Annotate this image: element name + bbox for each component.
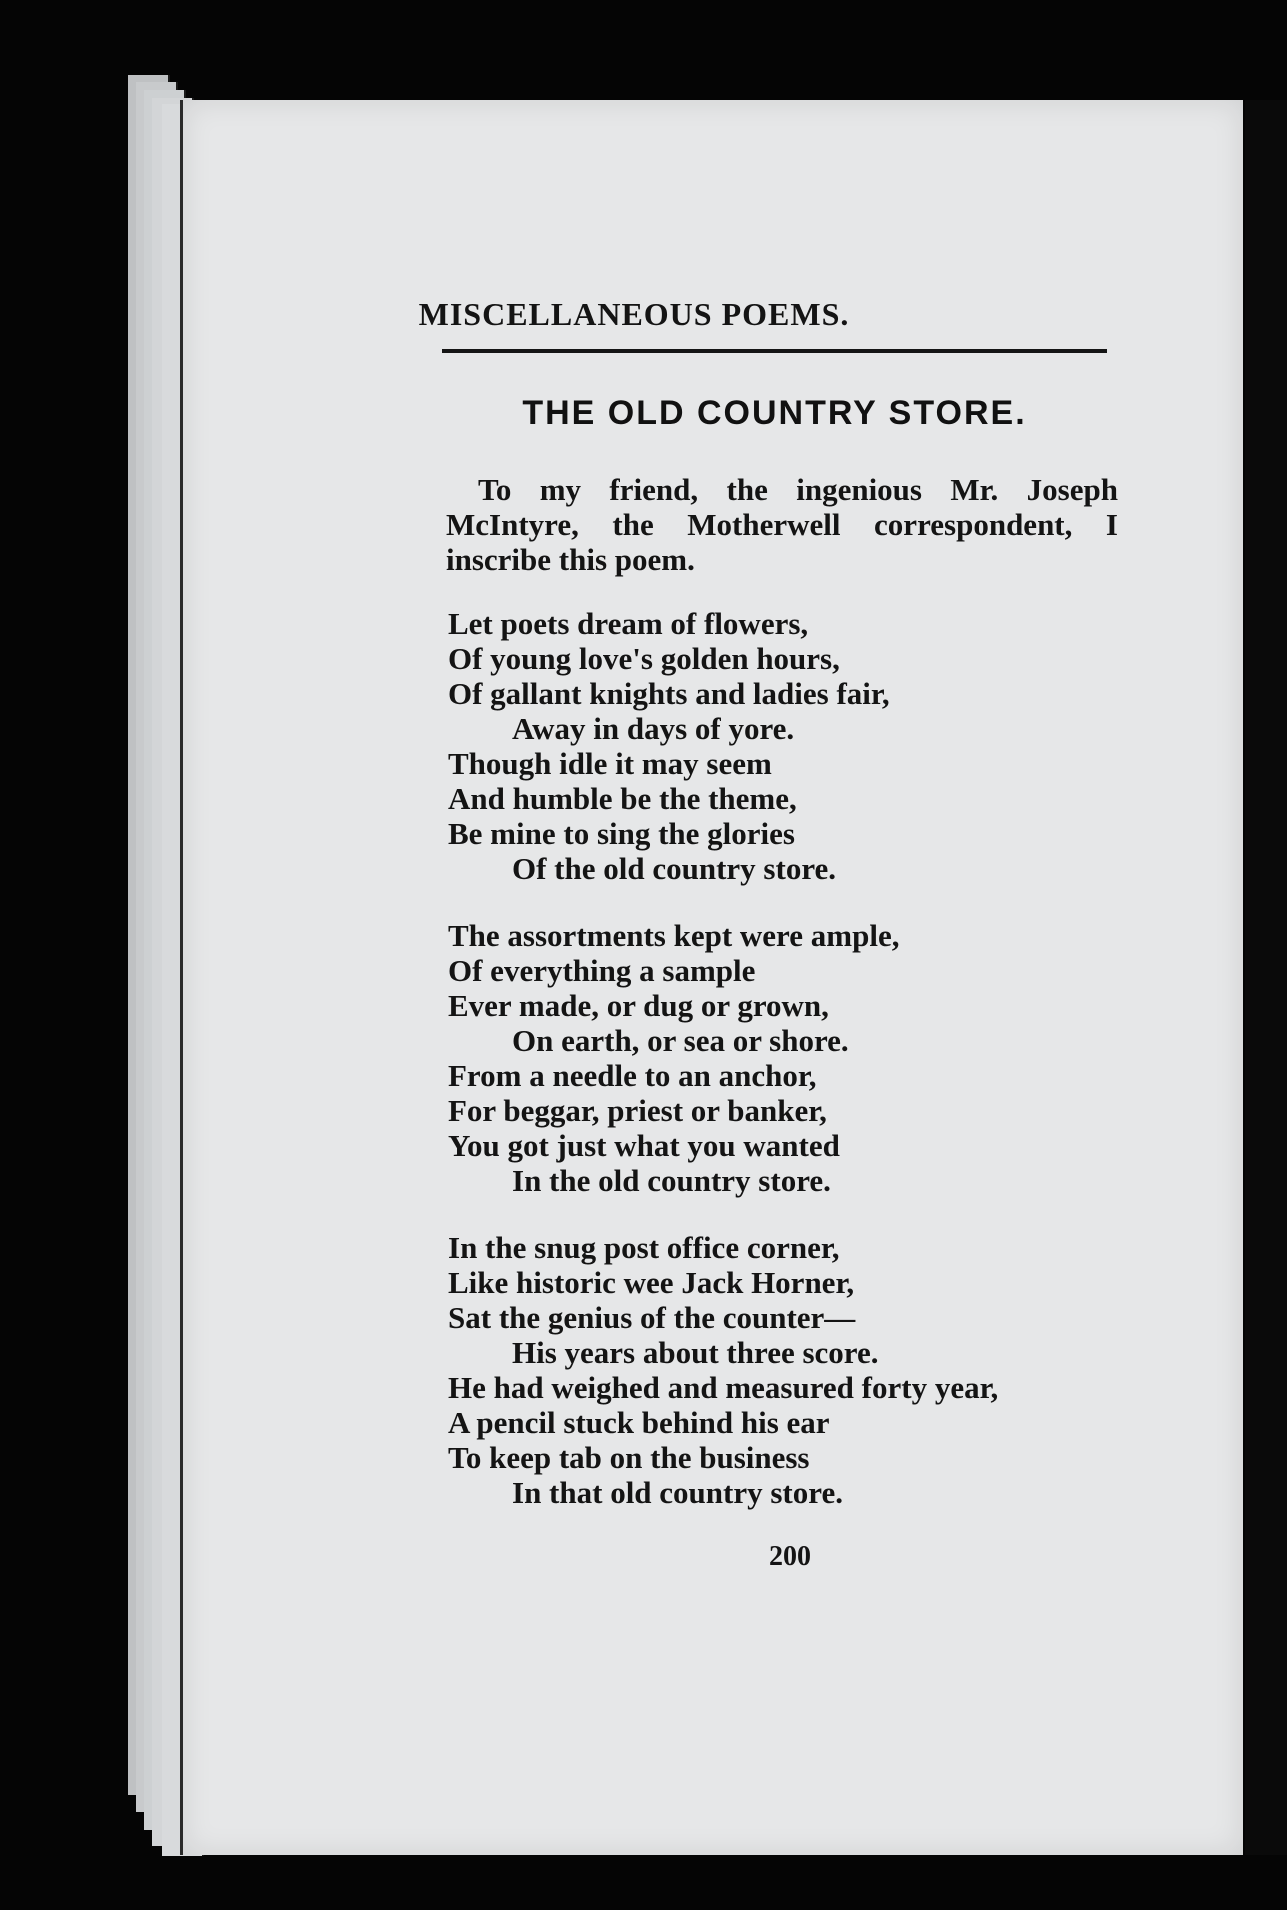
poem-line: Though idle it may seem: [448, 746, 772, 781]
poem-line: Like historic wee Jack Horner,: [448, 1265, 855, 1300]
poem-line: Away in days of yore.: [512, 711, 795, 746]
poem-line: Sat the genius of the counter—: [448, 1300, 856, 1335]
poem-line: Of everything a sample: [448, 953, 756, 988]
stanza-3: [448, 1230, 1148, 1510]
stanza-1: [448, 606, 1148, 886]
poem-line: On earth, or sea or shore.: [512, 1023, 849, 1058]
running-head: MISCELLANEOUS POEMS.: [418, 296, 850, 332]
poem-line: Of gallant knights and ladies fair,: [448, 676, 890, 711]
scan-border: [1245, 100, 1287, 1855]
poem-line: His years about three score.: [512, 1335, 879, 1370]
dedication: To my friend, the ingenious Mr. Joseph McIntyre, the Motherwell correspondent, I inscribe this poem.: [446, 472, 1118, 577]
stanza-2: [448, 918, 1148, 1198]
poem-line: Let poets dream of flowers,: [448, 606, 809, 641]
poem-line: In that old country store.: [512, 1475, 843, 1510]
poem-line: In the old country store.: [512, 1163, 831, 1198]
poem-line: To keep tab on the business: [448, 1440, 810, 1475]
poem-line: You got just what you wanted: [448, 1128, 840, 1163]
poem-line: A pencil stuck behind his ear: [448, 1405, 830, 1440]
poem-line: In the snug post office corner,: [448, 1230, 840, 1265]
poem-title: THE OLD COUNTRY STORE.: [522, 394, 1027, 432]
header-rule: [442, 349, 1107, 353]
poem-line: Of the old country store.: [512, 851, 837, 886]
poem-line: He had weighed and measured forty year,: [448, 1370, 999, 1405]
poem-line: Be mine to sing the glories: [448, 816, 795, 851]
page-number: 200: [769, 1541, 811, 1572]
poem-line: From a needle to an anchor,: [448, 1058, 817, 1093]
poem-line: For beggar, priest or banker,: [448, 1093, 827, 1128]
poem-line: And humble be the theme,: [448, 781, 797, 816]
poem-line: Ever made, or dug or grown,: [448, 988, 829, 1023]
poem-line: Of young love's golden hours,: [448, 641, 840, 676]
poem-line: The assortments kept were ample,: [448, 918, 900, 953]
